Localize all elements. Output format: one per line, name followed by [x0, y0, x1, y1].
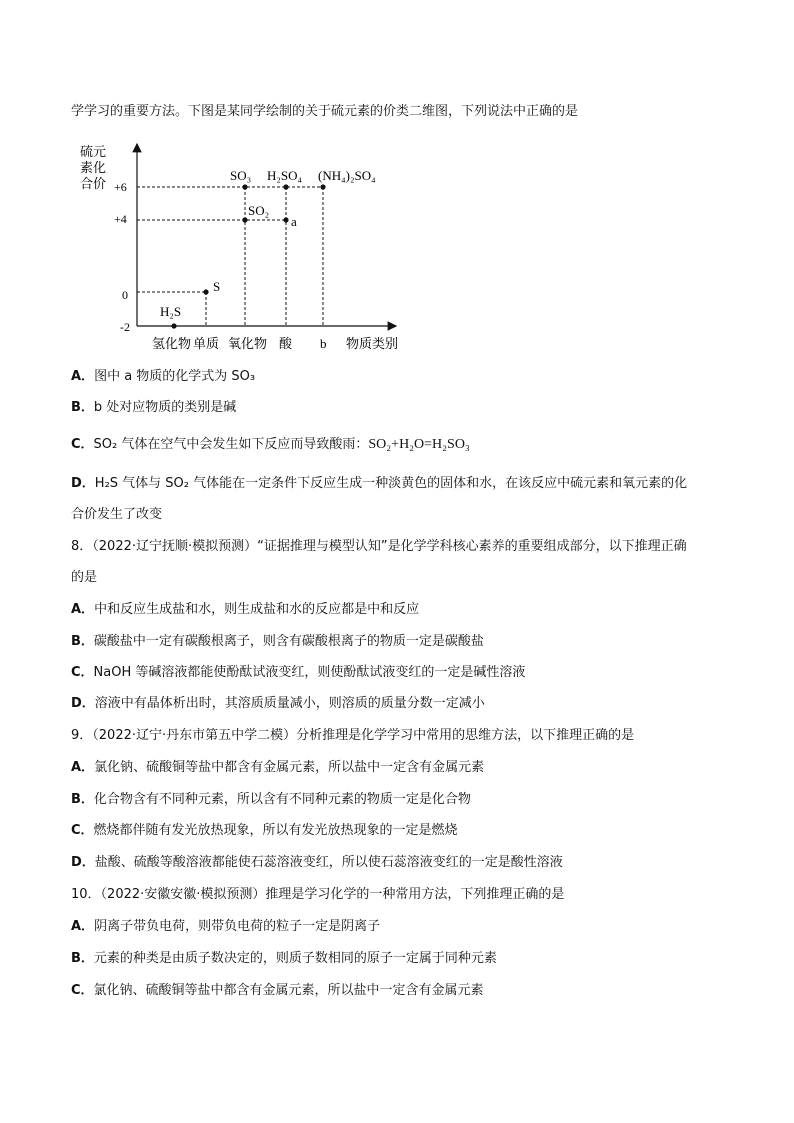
- question-9-stem: 9．（2022·辽宁·丹东市第五中学二模）分析推理是化学学习中常用的思维方法，以下推理正确的是: [71, 728, 635, 743]
- x-axis-title: 物质类别: [346, 337, 399, 352]
- q9-option-c[interactable]: C．燃烧都伴随有发光放热现象，所以有发光放热现象的一定是燃烧: [71, 823, 458, 838]
- q8-option-a[interactable]: A．中和反应生成盐和水，则生成盐和水的反应都是中和反应: [71, 602, 420, 617]
- y-axis-label-3: 合价: [80, 177, 107, 192]
- y-tick-plus4: +4: [114, 212, 127, 226]
- label-nh4so4: (NH₄)₂SO₄: [318, 168, 376, 183]
- q8-option-c[interactable]: C．NaOH 等碱溶液都能使酚酞试液变红，则使酚酞试液变红的一定是碱性溶液: [71, 665, 526, 680]
- label-h2so4: H₂SO₄: [267, 168, 303, 183]
- y-axis-label-1: 硫元: [80, 145, 107, 160]
- point-so3: [242, 184, 247, 189]
- question-10-stem: 10．（2022·安徽安徽·模拟预测）推理是学习化学的一种常用方法，下列推理正确的是: [71, 887, 565, 902]
- label-so3: SO₃: [230, 168, 252, 183]
- label-so2: SO₂: [248, 203, 270, 218]
- point-h2s: [171, 323, 176, 328]
- q8-option-d[interactable]: D．溶液中有晶体析出时，其溶质质量减小，则溶质的质量分数一定减小: [71, 696, 485, 711]
- label-h2s: H₂S: [160, 304, 182, 319]
- q10-option-b[interactable]: B．元素的种类是由质子数决定的，则质子数相同的原子一定属于同种元素: [71, 951, 497, 966]
- x-cat-hydride: 氢化物: [152, 337, 192, 352]
- q7-option-a[interactable]: A．图中 a 物质的化学式为 SO₃: [71, 369, 256, 384]
- point-so2: [242, 217, 247, 222]
- q9-option-a[interactable]: A．氯化钠、硫酸铜等盐中都含有金属元素，所以盐中一定含有金属元素: [71, 760, 485, 775]
- y-axis-label-2: 素化: [80, 161, 107, 176]
- x-cat-b: b: [320, 336, 327, 351]
- q7-option-d[interactable]: D．H₂S 气体与 SO₂ 气体能在一定条件下反应生成一种淡黄色的固体和水，在该反应中硫元素和氧元素的化: [71, 476, 688, 491]
- x-cat-oxide: 氧化物: [228, 337, 268, 352]
- q9-option-b[interactable]: B．化合物含有不同种元素，所以含有不同种元素的物质一定是化合物: [71, 792, 471, 807]
- question-8-stem: 8．（2022·辽宁抚顺·模拟预测）“证据推理与模型认知”是化学学科核心素养的重要组成部分，以下推理正确: [71, 539, 687, 554]
- point-s: [203, 289, 208, 294]
- x-cat-element: 单质: [193, 337, 220, 352]
- q7-option-d-cont: 合价发生了改变: [71, 507, 163, 522]
- q10-option-c[interactable]: C．氯化钠、硫酸铜等盐中都含有金属元素，所以盐中一定含有金属元素: [71, 983, 484, 998]
- q9-option-d[interactable]: D．盐酸、硫酸等酸溶液都能使石蕊溶液变红，所以使石蕊溶液变红的一定是酸性溶液: [71, 855, 563, 870]
- question-8-stem-cont: 的是: [71, 570, 98, 585]
- y-tick-minus2: -2: [120, 320, 130, 334]
- point-nh4so4: [320, 184, 325, 189]
- point-a: [283, 217, 288, 222]
- acid-rain-equation: SO₂+H₂O=H₂SO₃: [368, 437, 470, 452]
- q8-option-b[interactable]: B．碳酸盐中一定有碳酸根离子，则含有碳酸根离子的物质一定是碳酸盐: [71, 634, 484, 649]
- label-a: a: [291, 214, 297, 229]
- question-7-stem: 学学习的重要方法。下图是某同学绘制的关于硫元素的价类二维图，下列说法中正确的是: [71, 104, 579, 119]
- x-cat-acid: 酸: [279, 337, 293, 352]
- y-tick-plus6: +6: [114, 180, 127, 194]
- q7-option-b[interactable]: B．b 处对应物质的类别是碱: [71, 400, 237, 415]
- point-h2so4: [283, 184, 288, 189]
- q10-option-a[interactable]: A．阴离子带负电荷，则带负电荷的粒子一定是阴离子: [71, 919, 381, 934]
- label-s: S: [213, 279, 221, 294]
- sulfur-valence-diagram: [70, 138, 420, 358]
- q7-option-c[interactable]: C．SO₂ 气体在空气中会发生如下反应而导致酸雨：SO₂+H₂O=H₂SO₃: [71, 437, 470, 452]
- y-tick-0: 0: [122, 288, 128, 302]
